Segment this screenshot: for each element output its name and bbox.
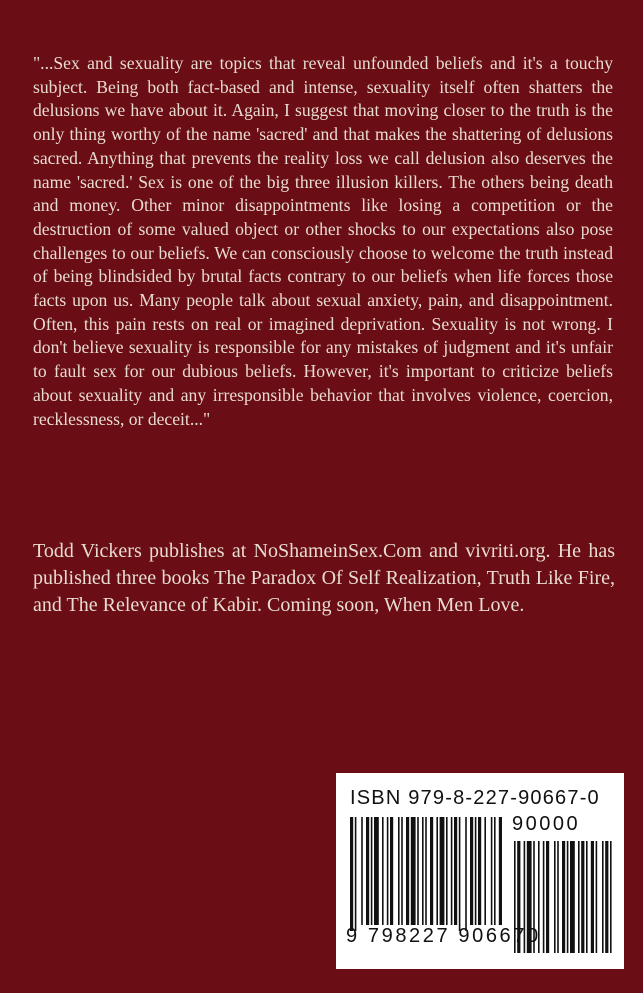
addon-bar bbox=[570, 841, 575, 953]
excerpt-quote: "...Sex and sexuality are topics that reveal unfounded beliefs and it's a touchy subject. Being both fact-based and intense, sexuality itself often shatters the delusions we have about it. Again, I suggest that moving closer to the truth is the only thing worthy of the name 'sacred' and that makes the shattering of delusions sacred. Anything that prevents the reality loss we call delusion also deserves the name 'sacred.' Sex is one of the big three illusion killers. The others being death and money. Other minor disappointments like losing a competition or the destruction of some valued object or other shocks to our expectations also pose challenges to our beliefs. We can consciously choose to welcome the truth instead of being blindsided by brutal facts contrary to our beliefs when life forces those facts upon us. Many people talk about sexual anxiety, pain, and disappointment. Often, this pain rests on real or imagined deprivation. Sexuality is not wrong. I don't believe sexuality is responsible for any mistakes of judgment and it's unfair to fault sex for our dubious beliefs. However, it's important to criticize beliefs about sexuality and any irresponsible behavior that involves violence, coercion, recklessness, or deceit..." bbox=[33, 53, 613, 429]
barcode-bar bbox=[440, 817, 445, 925]
price-code: 90000 bbox=[512, 813, 581, 835]
addon-bar bbox=[562, 841, 565, 953]
barcode-bar bbox=[401, 817, 403, 925]
barcode-bar bbox=[465, 817, 467, 931]
barcode-bar bbox=[491, 817, 493, 925]
barcode-bar bbox=[446, 817, 448, 925]
barcode-bar bbox=[494, 817, 496, 925]
barcode-bar bbox=[470, 817, 473, 925]
barcode-bar bbox=[398, 817, 400, 925]
barcode-bar bbox=[436, 817, 438, 925]
barcode-bar bbox=[387, 817, 389, 925]
addon-bar bbox=[578, 841, 580, 953]
addon-bar bbox=[605, 841, 608, 953]
barcode-bar bbox=[430, 817, 433, 925]
ean-digits: 9 798227 906670 bbox=[346, 925, 541, 947]
addon-bar bbox=[610, 841, 612, 953]
barcode-bar bbox=[355, 817, 357, 931]
barcode-bar bbox=[478, 817, 481, 925]
barcode-bar bbox=[382, 817, 384, 925]
author-bio: Todd Vickers publishes at NoShameinSex.Com and vivriti.org. He has published three books The Paradox Of Self Realization, Truth Like Fire, and The Relevance of Kabir. Coming soon, When Men Love. bbox=[33, 540, 615, 616]
addon-bar bbox=[543, 841, 545, 953]
barcode-bar bbox=[417, 817, 419, 925]
addon-bar bbox=[602, 841, 604, 953]
barcode-bar bbox=[371, 817, 373, 925]
barcode-bar bbox=[484, 817, 486, 925]
barcode-bar bbox=[422, 817, 424, 925]
addon-bar bbox=[567, 841, 569, 953]
addon-bar bbox=[591, 841, 594, 953]
barcode-bar bbox=[451, 817, 453, 925]
addon-bar bbox=[596, 841, 598, 953]
barcode-bar bbox=[425, 817, 427, 925]
barcode-bar bbox=[390, 817, 393, 925]
barcode-bar bbox=[374, 817, 379, 925]
barcode-bar bbox=[454, 817, 457, 925]
isbn-barcode bbox=[336, 773, 624, 969]
barcode-bar bbox=[459, 817, 461, 931]
barcode-bar bbox=[499, 817, 502, 925]
barcode-bar bbox=[361, 817, 363, 925]
addon-bar bbox=[554, 841, 556, 953]
addon-bar bbox=[557, 841, 559, 953]
barcode-bar bbox=[411, 817, 416, 925]
isbn-label: ISBN 979-8-227-90667-0 bbox=[350, 787, 600, 809]
barcode-bar bbox=[350, 817, 353, 931]
barcode-bar bbox=[475, 817, 477, 925]
addon-bar bbox=[546, 841, 549, 953]
addon-bar bbox=[586, 841, 588, 953]
addon-bar bbox=[581, 841, 584, 953]
barcode-bar bbox=[406, 817, 409, 925]
barcode-bar bbox=[366, 817, 369, 925]
